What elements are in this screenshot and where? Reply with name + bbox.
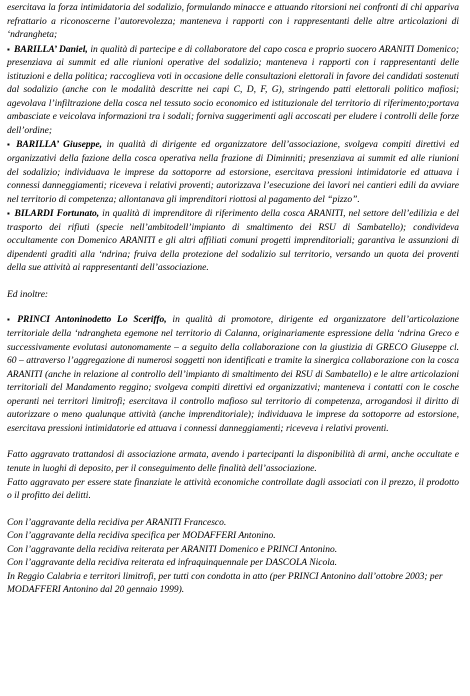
- paragraph-gap: [7, 302, 459, 313]
- entry-princi-antonino: [7, 313, 459, 436]
- aggravante-line: Con l’aggravante della recidiva per ARANITI Francesco.: [7, 517, 227, 528]
- aggravante-line: Con l’aggravante della recidiva reiterata ed infraquinquennale per DASCOLA Nicola.: [7, 558, 337, 569]
- entry-name: BILARDI Fortunato,: [14, 209, 100, 220]
- aggravated-financed-paragraph: Fatto aggravato per essere state finanziate le attività economiche controllate dagli associati con il prezzo, il prodotto o il profitto dei delitti.: [7, 477, 459, 502]
- document-page: [7, 2, 459, 598]
- paragraph-gap: [7, 504, 459, 517]
- entry-bilardi-fortunato: [7, 207, 459, 276]
- entry-barilla-giuseppe: [7, 138, 459, 207]
- paragraph-gap: [7, 436, 459, 449]
- square-bullet-icon: ▪: [7, 140, 13, 150]
- aggravante-line: Con l’aggravante della recidiva specifica per MODAFFERI Antonino.: [7, 531, 276, 542]
- entry-text: in qualità di partecipe e di collaboratore del capo cosca e proprio suocero ARANITI Domenico; presenziava ai summit ed alle riunioni operative del sodalizio; manteneva i rapporti con i rappresentanti delle istituzioni e della politica; raccoglieva voti in occasione delle consultazioni elettorali in favore dei candidati sostenuti dal sodalizio (anche con le modalità descritte nei capi C, D, F, G), stringendo patti elettorali politico mafiosi; agevolava l’infiltrazione della cosca nel tessuto socio economico ed istituzionale del territorio di riferimento;portava ambasciate e veicolava informazioni tra i sodali; forniva suggerimenti agli accoscati per eludere i controlli delle forze dell’ordine;: [7, 44, 459, 136]
- location-period-line: In Reggio Calabria e territori limitrofi, per tutti con condotta in atto (per PRINCI Antonino dall’ottobre 2003; per MODAFFERI Antonino dal 20 gennaio 1999).: [7, 571, 443, 596]
- aggravante-line: Con l’aggravante della recidiva reiterata per ARANITI Domenico e PRINCI Antonino.: [7, 544, 338, 555]
- entry-barilla-daniel: [7, 43, 459, 139]
- entry-text: in qualità di promotore, dirigente ed organizzatore dell’articolazione territoriale della ‘ndrangheta egemone nel territorio di Calanna, originariamente espressione della ‘ndrina Greco e successivamente evolutasi autonomamente – a seguito della collaborazione con la giustizia di GRECO Giuseppe cl. 60 – attraverso l’aggregazione di numerosi soggetti non identificati e tramite la sinergica collaborazione con la cosca ARANITI (anche in relazione al controllo dell’impianto di smaltimento dei RSU di Sambatello) e le altre articolazioni territoriali del Mandamento reggino; svolgeva compiti direttivi ed organizzativi; manteneva i contatti con le cosche operanti nei territori limitrofi; esercitava il controllo mafioso sul territorio di competenza, arrogandosi il diritto di autorizzare o meno qualunque attività (anche imprenditoriale); individuava le imprese da sottoporre ad estorsione, esercitava pressioni intimidatorie ed attuava i connessi danneggiamenti; riceveva i relativi proventi.: [7, 315, 459, 434]
- entry-name: PRINCI Antoninodetto Lo Sceriffo,: [17, 315, 167, 326]
- intro-paragraph: esercitava la forza intimidatoria del sodalizio, formulando minacce e attuando ritorsioni nei confronti di chi appariva refrattario a riconoscerne l’autorevolezza; manteneva i rapporti con i rappresentanti delle altre articolazioni di ‘ndrangheta;: [7, 3, 459, 41]
- entry-text: in qualità di imprenditore di riferimento della cosca ARANITI, nel settore dell’edilizia e del trasporto dei rifiuti (specie nell’ambitodell’impianto di smaltimento dei RSU di Sambatello); condivideva occultamente con Domenico ARANITI e gli altri affiliati comuni progetti imprenditoriali; garantiva le assunzioni di dipendenti graditi alla ‘ndrina; fruiva della protezione del sodalizio sul territorio, versando un quota dei proventi della sue attività ai rappresentanti dell’associazione.: [7, 209, 459, 274]
- square-bullet-icon: ▪: [7, 315, 14, 325]
- aggravanti-list: [7, 517, 459, 598]
- square-bullet-icon: ▪: [7, 44, 11, 54]
- square-bullet-icon: ▪: [7, 209, 11, 219]
- paragraph-gap: [7, 276, 459, 289]
- entry-name: BARILLA’ Giuseppe,: [16, 140, 102, 151]
- entry-name: BARILLA’ Daniel,: [14, 44, 88, 55]
- aggravated-armed-paragraph: Fatto aggravato trattandosi di associazione armata, avendo i partecipanti la disponibilità di armi, anche occultate e tenute in luoghi di deposito, per il conseguimento delle finalità dell’associazione.: [7, 450, 459, 474]
- ed-inoltre-heading: Ed inoltre:: [7, 289, 49, 300]
- entry-text: in qualità di dirigente ed organizzatore dell’associazione, svolgeva compiti direttivi ed organizzativi della fazione della cosca operativa nella frazione di Diminniti; presenziava ai summit ed alle riunioni del sodalizio; individuava le imprese da sottoporre ad estorsione, esercitava pressioni intimidatorie ed attuava i connessi danneggiamenti; riceveva i relativi proventi; autorizzava l’esecuzione dei lavori nei cantieri edili da avviare nel territorio di competenza; allontanava gli imprenditori riottosi al pagamento del “pizzo”.: [7, 140, 459, 205]
